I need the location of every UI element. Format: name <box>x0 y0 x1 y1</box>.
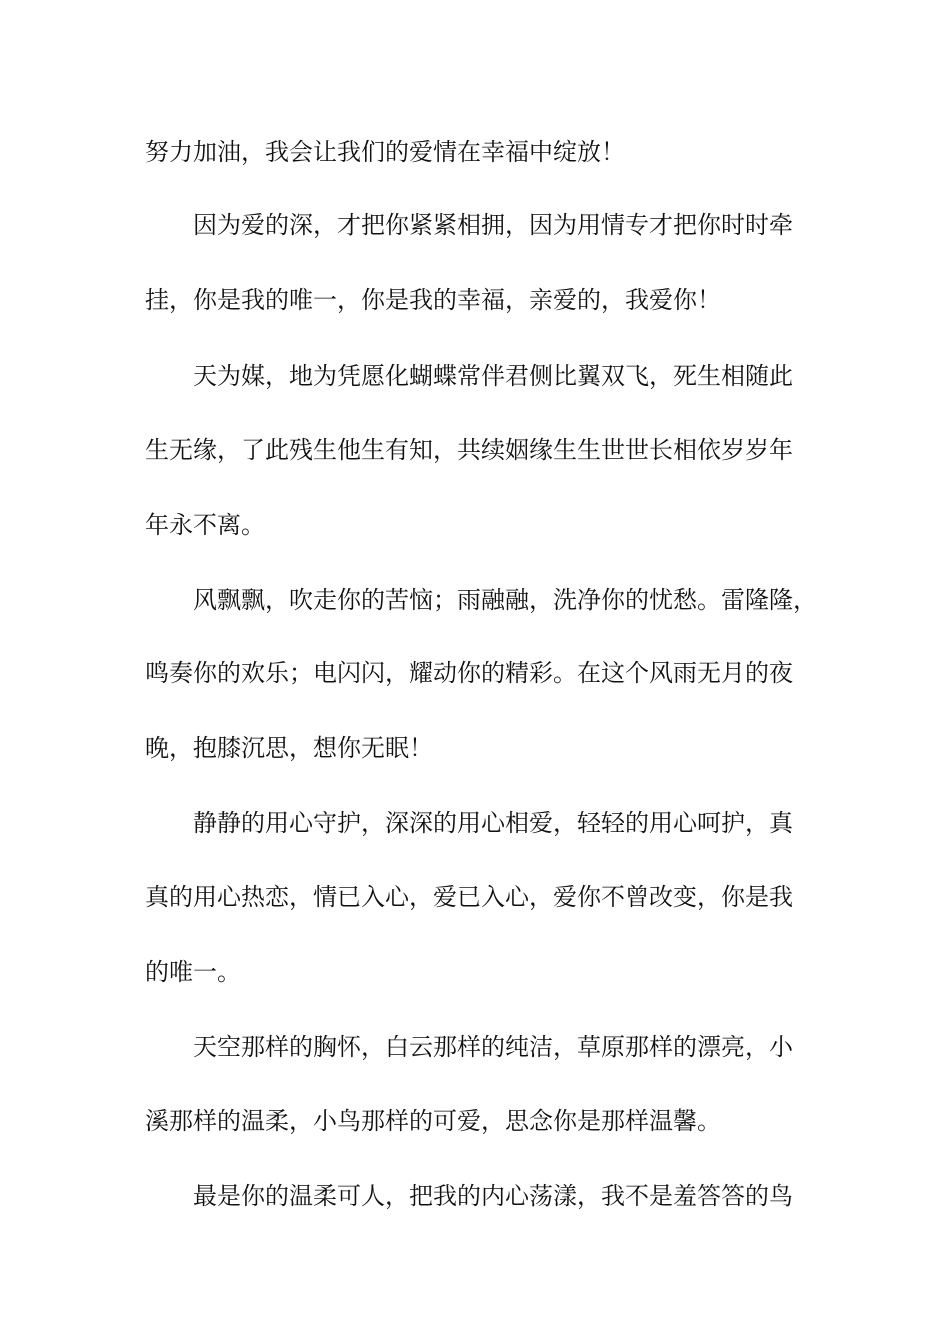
text-line: 努力加油，我会让我们的爱情在幸福中绽放！ <box>145 138 625 166</box>
text-line: 晚，抱膝沉思，想你无眠！ <box>145 734 433 762</box>
text-line: 溪那样的温柔，小鸟那样的可爱，思念你是那样温馨。 <box>145 1107 721 1135</box>
paragraph-first-line: 天为媒，地为凭愿化蝴蝶常伴君侧比翼双飞，死生相随此 <box>193 362 793 390</box>
paragraph-first-line: 天空那样的胸怀，白云那样的纯洁，草原那样的漂亮，小 <box>193 1033 793 1061</box>
text-line: 真的用心热恋，情已入心，爱已入心，爱你不曾改变，你是我 <box>145 883 793 911</box>
text-line: 年永不离。 <box>145 511 265 539</box>
paragraph-first-line: 最是你的温柔可人，把我的内心荡漾，我不是羞答答的鸟 <box>193 1182 793 1210</box>
paragraph-first-line: 风飘飘，吹走你的苦恼；雨融融，洗净你的忧愁。雷隆隆， <box>193 586 817 614</box>
paragraph-first-line: 静静的用心守护，深深的用心相爱，轻轻的用心呵护，真 <box>193 809 793 837</box>
text-line: 的唯一。 <box>145 958 241 986</box>
text-line: 生无缘，了此残生他生有知，共续姻缘生生世世长相依岁岁年 <box>145 436 793 464</box>
paragraph-first-line: 因为爱的深，才把你紧紧相拥，因为用情专才把你时时牵 <box>193 211 793 239</box>
text-line: 挂，你是我的唯一，你是我的幸福，亲爱的，我爱你！ <box>145 286 721 314</box>
text-line: 鸣奏你的欢乐；电闪闪，耀动你的精彩。在这个风雨无月的夜 <box>145 659 793 687</box>
